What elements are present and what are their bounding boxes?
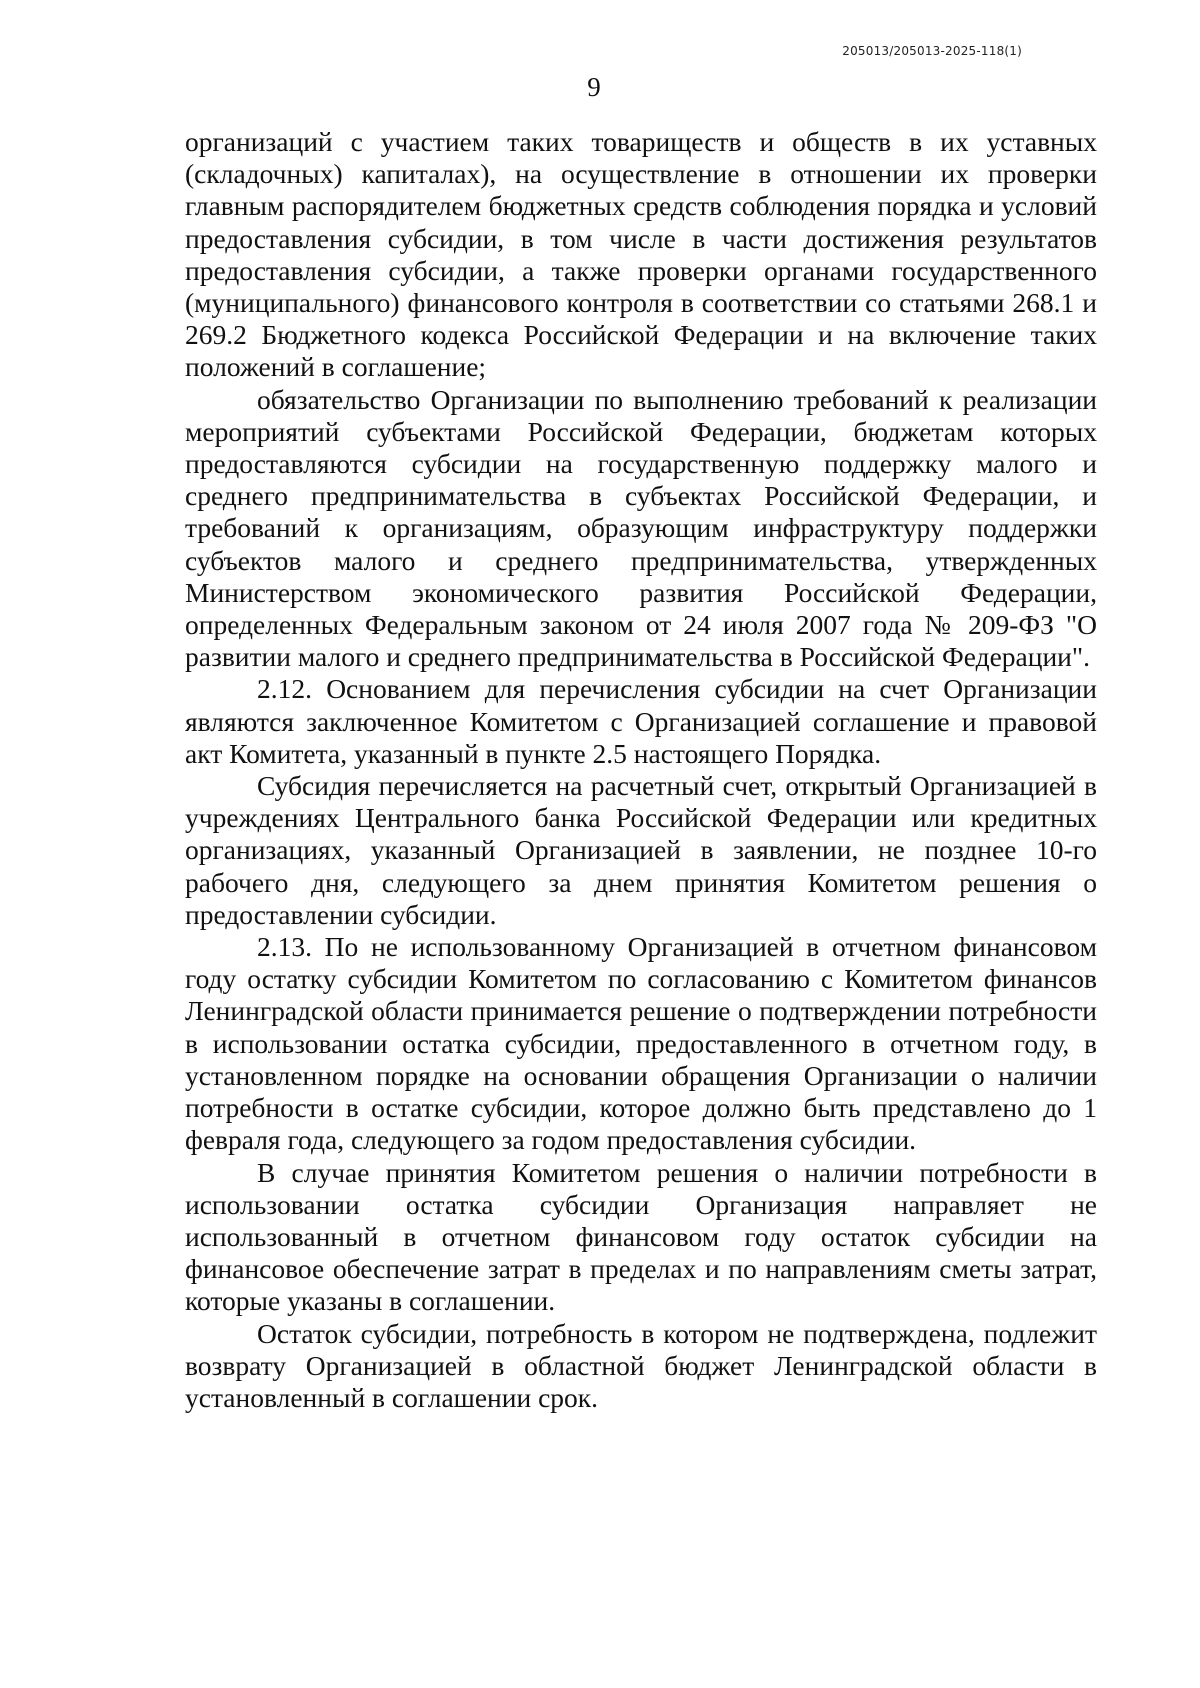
paragraph-remainder-return: Остаток субсидии, потребность в котором не подтверждена, подлежит возврату Организацией в областной бюджет Ленинградской области в установленный в соглашении срок. [185, 1317, 1097, 1413]
paragraph-2-12: 2.12. Основанием для перечисления субсидии на счет Организации являются заключенное Комитетом с Организацией соглашение и правовой акт Комитета, указанный в пункте 2.5 настоящего Порядка. [185, 673, 1097, 769]
paragraph-2-13: 2.13. По не использованному Организацией в отчетном финансовом году остатку субсидии Комитетом по согласованию с Комитетом финансов Ленинградской области принимается решение о подтверждении потребности в использовании остатка субсидии, предоставленного в отчетном году, в установленном порядке на основании обращения Организации о наличии потребности в остатке субсидии, которое должно быть представлено до 1 февраля года, следующего за годом предоставления субсидии. [185, 931, 1097, 1156]
page-number: 9 [587, 72, 601, 102]
document-body [185, 126, 1097, 1414]
paragraph-continuation: организаций с участием таких товариществ и обществ в их уставных (складочных) капиталах), на осуществление в отношении их проверки главным распорядителем бюджетных средств соблюдения порядка и условий предоставления субсидии, в том числе в части достижения результатов предоставления субсидии, а также проверки органами государственного (муниципального) финансового контроля в соответствии со статьями 268.1 и 269.2 Бюджетного кодекса Российской Федерации и на включение таких положений в соглашение; [185, 126, 1097, 383]
paragraph-transfer: Субсидия перечисляется на расчетный счет, открытый Организацией в учреждениях Центрального банка Российской Федерации или кредитных организациях, указанный Организацией в заявлении, не позднее 10-го рабочего дня, следующего за днем принятия Комитетом решения о предоставлении субсидии. [185, 770, 1097, 930]
paragraph-obligation: обязательство Организации по выполнению требований к реализации мероприятий субъектами Российской Федерации, бюджетам которых предоставляются субсидии на государственную поддержку малого и среднего предпринимательства в субъектах Российской Федерации, и требований к организациям, образующим инфраструктуру поддержки субъектов малого и среднего предпринимательства, утвержденных Министерством экономического развития Российской Федерации, определенных Федеральным законом от 24 июля 2007 года № 209-ФЗ "О развитии малого и среднего предпринимательства в Российской Федерации". [185, 383, 1097, 673]
document-id: 205013/205013-2025-118(1) [842, 44, 1022, 58]
paragraph-remainder-use: В случае принятия Комитетом решения о наличии потребности в использовании остатка субсидии Организация направляет не использованный в отчетном финансовом году остаток субсидии на финансовое обеспечение затрат в пределах и по направлениям сметы затрат, которые указаны в соглашении. [185, 1156, 1097, 1317]
